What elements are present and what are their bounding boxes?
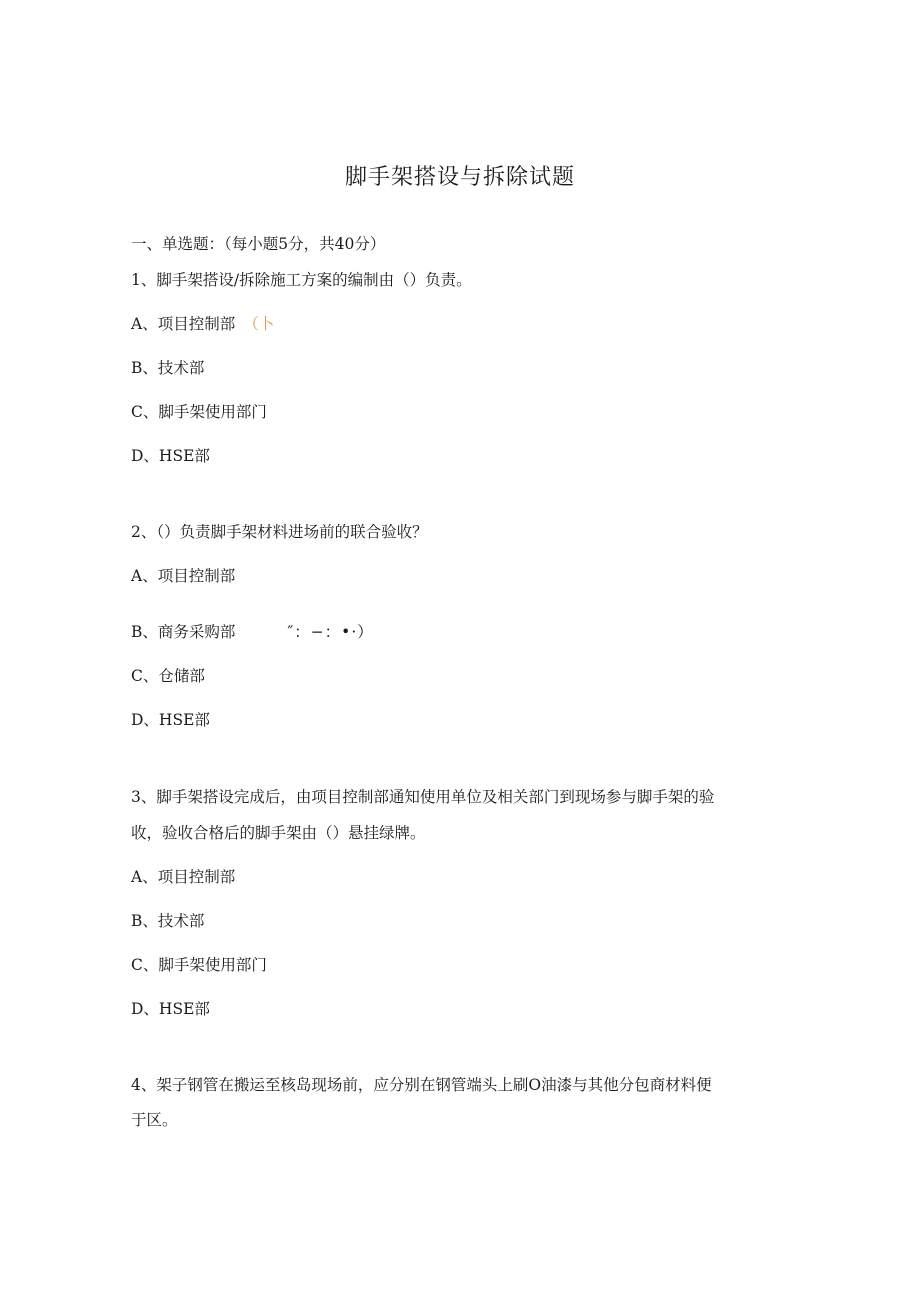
question-2-stem: 2、（）负责脚手架材料进场前的联合验收？ [131, 523, 428, 541]
page-title: 脚手架搭设与拆除试题 [344, 165, 575, 190]
scan-artifact-text: ″：−：•·） [287, 623, 374, 641]
question-4-stem-line-2: 于区。 [131, 1111, 178, 1129]
section-heading: 一、单选题：（每小题5分，共40分） [131, 235, 386, 253]
question-2-option-d: D、HSE部 [131, 711, 210, 729]
handwritten-mark: （卜 [243, 315, 275, 333]
question-3-option-d: D、HSE部 [131, 1000, 210, 1018]
question-2-option-a: A、项目控制部 [131, 567, 236, 585]
question-1-stem: 1、脚手架搭设/拆除施工方案的编制由（）负责。 [131, 271, 472, 289]
question-3-stem-line-1: 3、脚手架搭设完成后，由项目控制部通知使用单位及相关部门到现场参与脚手架的验 [131, 788, 715, 806]
option-text: A、项目控制部 [131, 315, 236, 333]
question-1-option-a [131, 312, 274, 334]
question-3-option-b: B、技术部 [131, 912, 205, 930]
option-text: B、商务采购部 [131, 623, 236, 641]
question-1-option-b: B、技术部 [131, 359, 205, 377]
question-1-option-d: D、HSE部 [131, 447, 210, 465]
question-3-option-a: A、项目控制部 [131, 868, 236, 886]
question-4-stem-line-1: 4、架子钢管在搬运至核岛现场前，应分别在钢管端头上刷O油漆与其他分包商材料便 [131, 1076, 712, 1094]
question-2-option-b [131, 620, 374, 642]
question-1-option-c: C、脚手架使用部门 [131, 403, 267, 421]
question-3-stem-line-2: 收，验收合格后的脚手架由（）悬挂绿牌。 [131, 824, 426, 842]
question-3-option-c: C、脚手架使用部门 [131, 956, 267, 974]
question-2-option-c: C、仓储部 [131, 667, 205, 685]
